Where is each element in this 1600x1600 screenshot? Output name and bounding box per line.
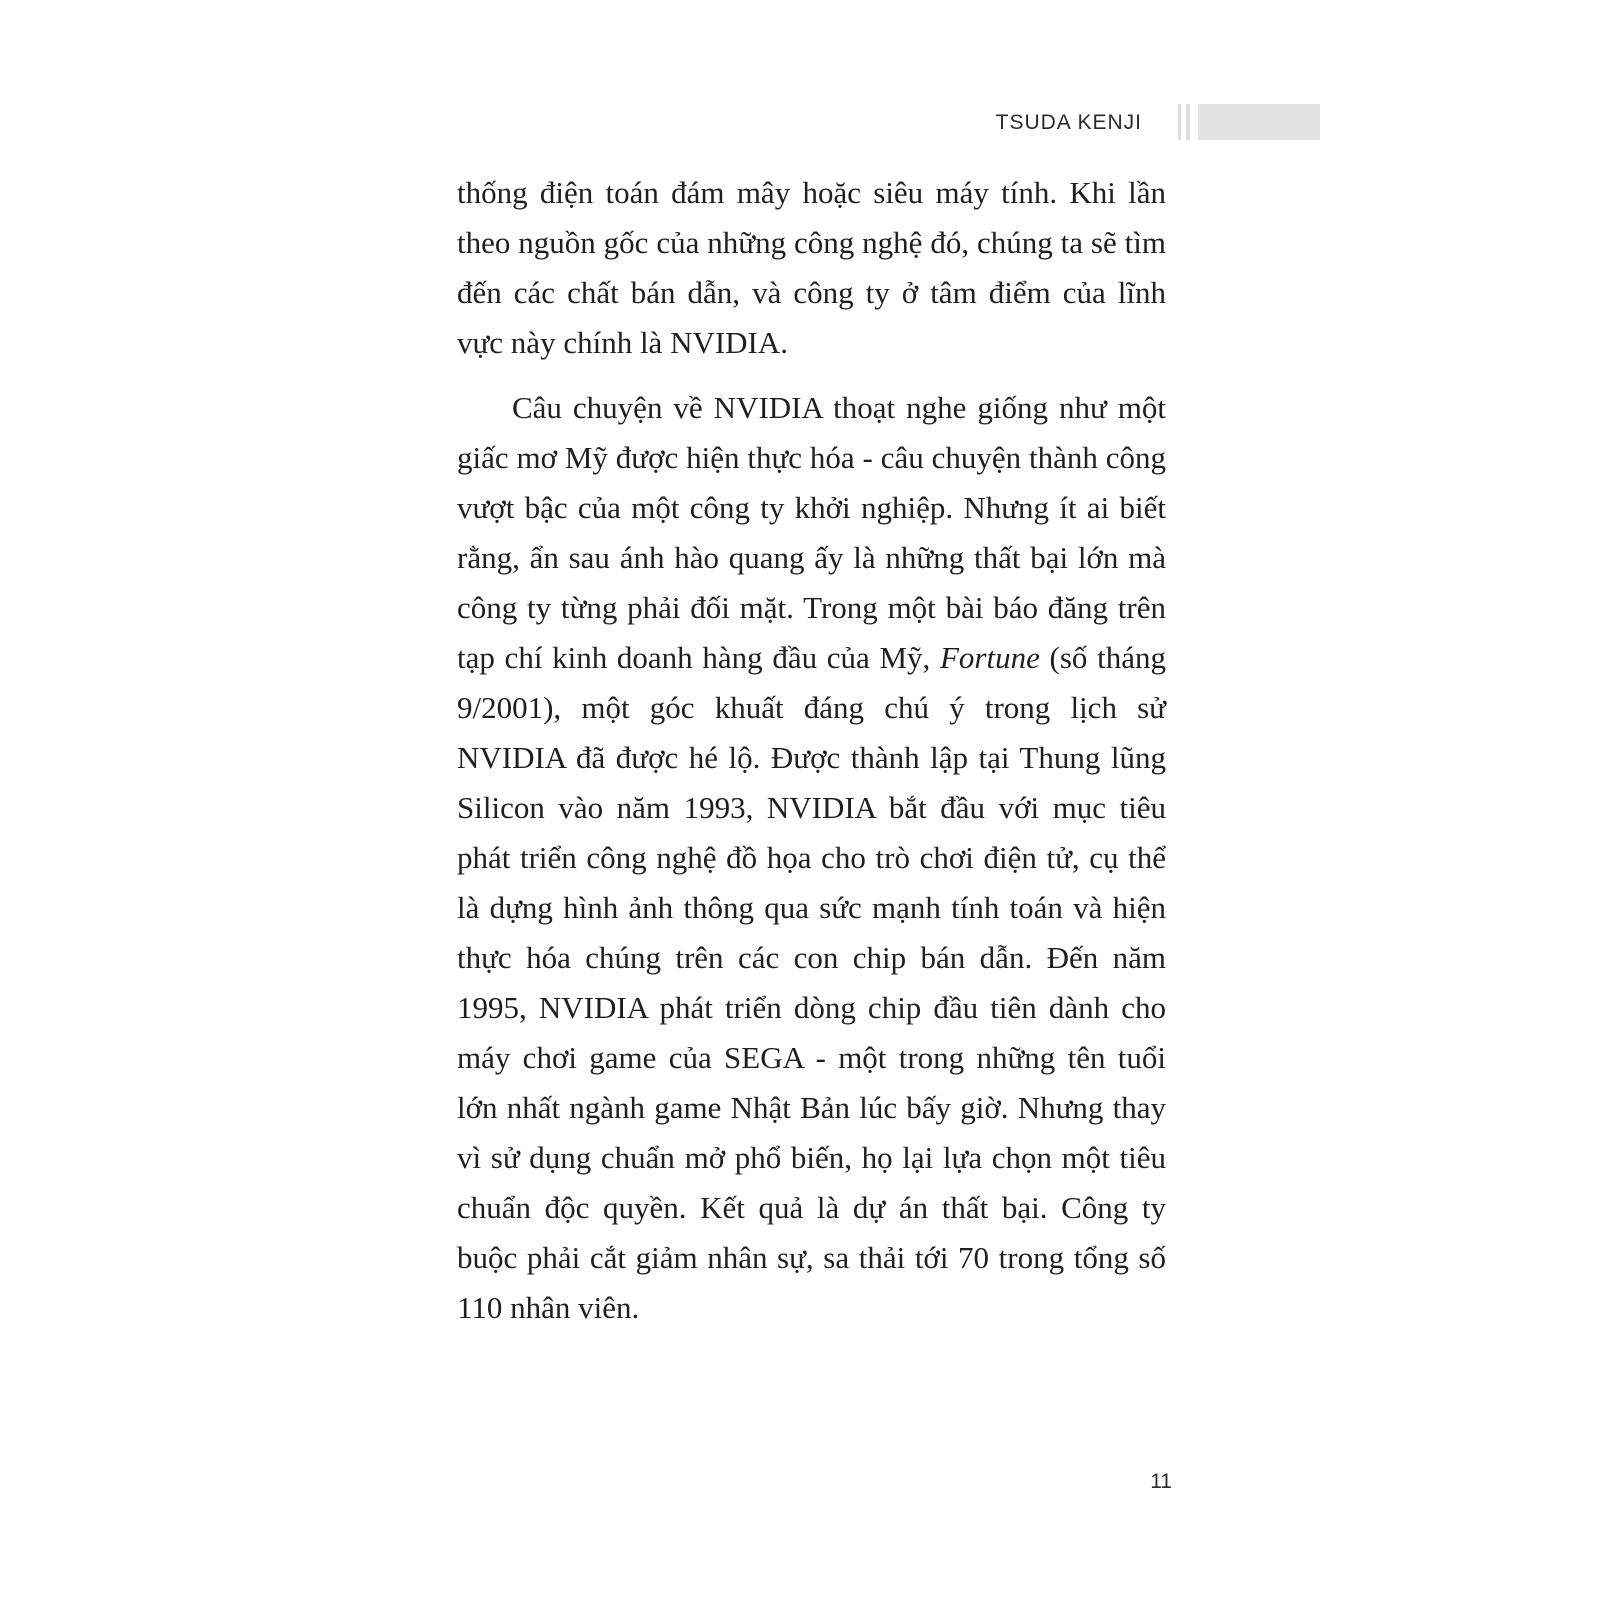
paragraph-2-text-before: Câu chuyện về NVIDIA thoạt nghe giống như một giấc mơ Mỹ được hiện thực hóa - câu chuyện thành công vượt bậc của một công ty khởi nghiệp. Nhưng ít ai biết rằng, ẩn sau ánh hào quang ấy là những thất bại lớn mà công ty từng phải đối mặt. Trong một bài báo đăng trên tạp chí kinh doanh hàng đầu của Mỹ, [457, 390, 1166, 675]
paragraph-1: thống điện toán đám mây hoặc siêu máy tính. Khi lần theo nguồn gốc của những công nghệ đó, chúng ta sẽ tìm đến các chất bán dẫn, và công ty ở tâm điểm của lĩnh vực này chính là NVIDIA. [457, 175, 1166, 360]
paragraph-2-text-after: (số tháng 9/2001), một góc khuất đáng chú ý trong lịch sử NVIDIA đã được hé lộ. Được thành lập tại Thung lũng Silicon vào năm 1993, NVIDIA bắt đầu với mục tiêu phát triển công nghệ đồ họa cho trò chơi điện tử, cụ thể là dựng hình ảnh thông qua sức mạnh tính toán và hiện thực hóa chúng trên các con chip bán dẫn. Đến năm 1995, NVIDIA phát triển dòng chip đầu tiên dành cho máy chơi game của SEGA - một trong những tên tuổi lớn nhất ngành game Nhật Bản lúc bấy giờ. Nhưng thay vì sử dụng chuẩn mở phổ biến, họ lại lựa chọn một tiêu chuẩn độc quyền. Kết quả là dự án thất bại. Công ty buộc phải cắt giảm nhân sự, sa thải tới 70 trong tổng số 110 nhân viên. [457, 640, 1166, 1325]
decorative-bar [1178, 104, 1181, 140]
paragraph-2 [457, 383, 1166, 1333]
running-head-decoration [1178, 104, 1318, 140]
decorative-bar [1186, 104, 1190, 140]
body-text [457, 168, 1166, 1333]
running-head-author: TSUDA KENJI [995, 111, 1142, 134]
page-number: 11 [1150, 1470, 1172, 1493]
publication-title: Fortune [939, 640, 1040, 675]
decorative-block [1198, 104, 1320, 140]
